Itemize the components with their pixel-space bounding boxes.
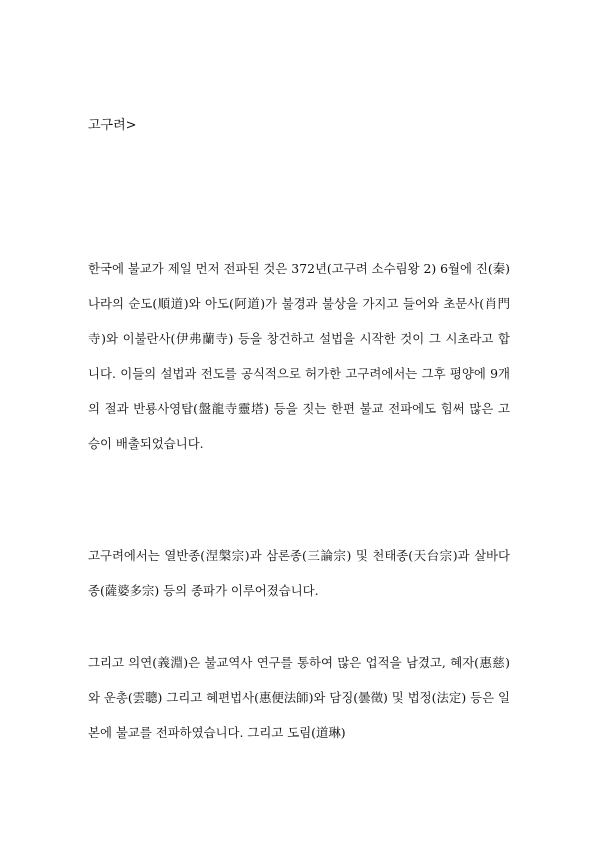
paragraph-monks-to-japan: 그리고 의연(義淵)은 불교역사 연구를 통하여 많은 업적을 남겼고, 혜자(惠慈)와 운총(雲聰) 그리고 혜편법사(惠便法師)와 담징(曇徵) 및 법정(法定) 등은 일본에 불교를 전파하였습니다. 그리고 도림(道琳) [88,655,510,740]
paragraph-buddhist-sects: 고구려에서는 열반종(涅槃宗)과 삼론종(三論宗) 및 천태종(天台宗)과 살바다종(薩婆多宗) 등의 종파가 이루어졌습니다. [88,548,510,598]
section-heading: 고구려> [88,118,137,133]
paragraph-buddhism-introduction: 한국에 불교가 제일 먼저 전파된 것은 372년(고구려 소수림왕 2) 6월에 진(秦)나라의 순도(順道)와 아도(阿道)가 불경과 불상을 가지고 들어와 초문사(肖門寺)와 이불란사(伊弗蘭寺) 등을 창건하고 설법을 시작한 것이 그 시초라고 합니다. 이들의 설법과 전도를 공식적으로 허가한 고구려에서는 그후 평양에 9개의 절과 반룡사영탑(盤龍寺靈塔) 등을 짓는 한편 불교 전파에도 힘써 많은 고승이 배출되었습니다. [88,261,510,451]
